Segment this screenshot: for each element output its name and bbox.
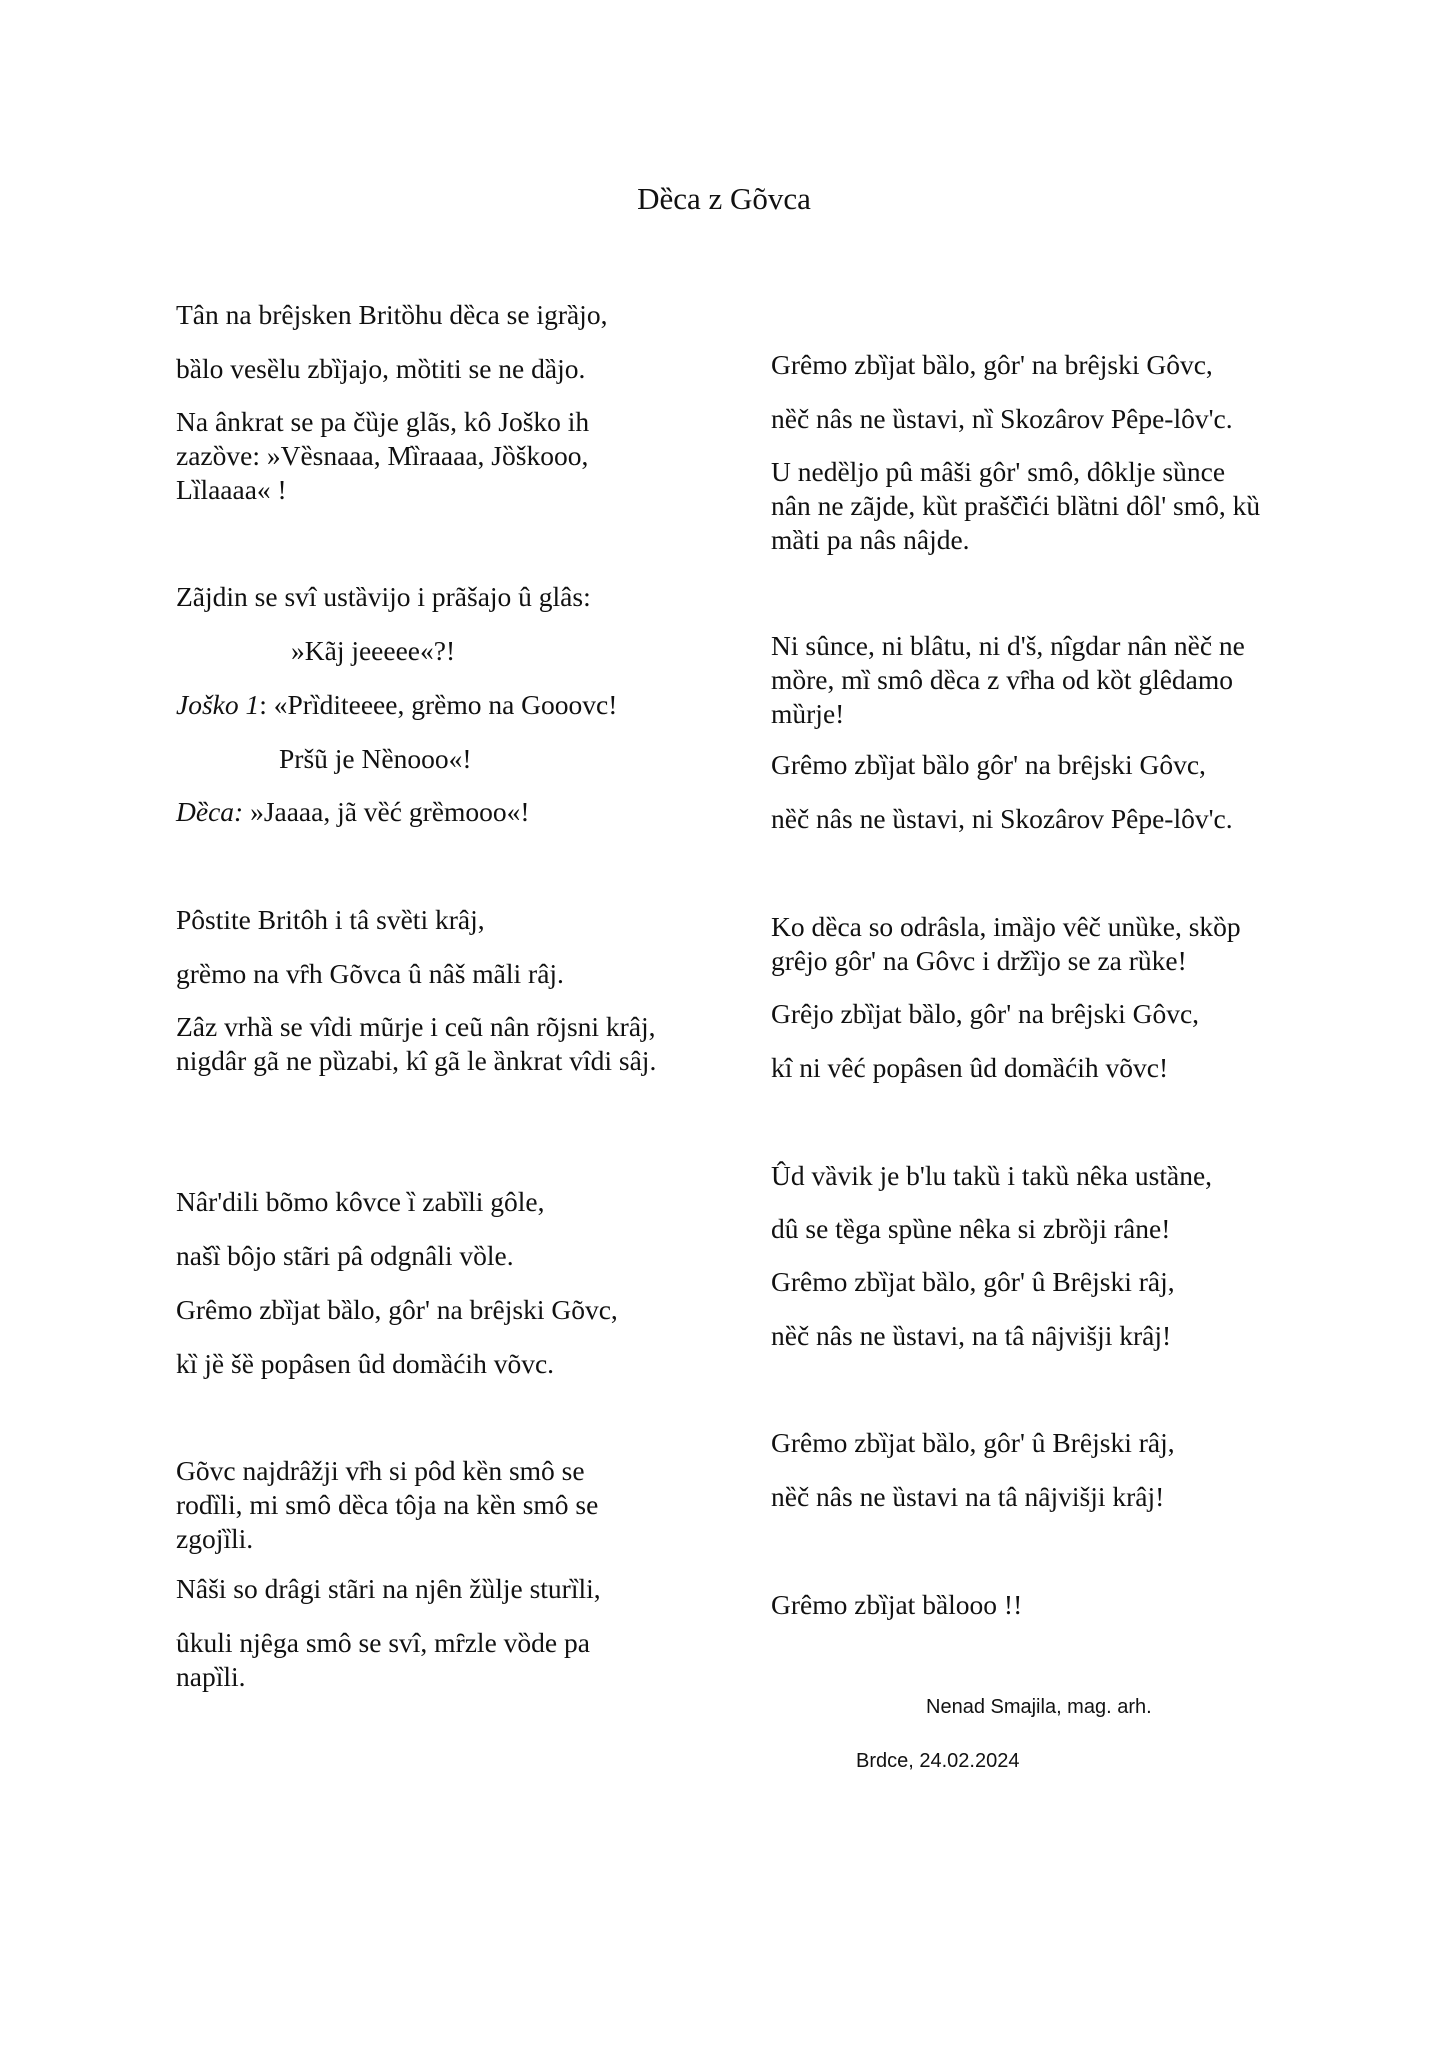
verse-line: Zâz vrhȁ se vîdi mũrje i ceũ nân rõjsni krâj, nigdâr gã ne pȕzabi, kî gã le ȁnkrat vîdi sâj. — [176, 1011, 657, 1076]
verse-line: U nedȅljo pû mâši gôr' smô, dôklje sȕnce nân ne zãjde, kȕt prašč̏ići blȁtni dôl' smô, kȕ mȁti pa nâs nâjde. — [771, 456, 1261, 555]
verse-line: Na ânkrat se pa čȕje glãs, kô Joško ih zazȍve: »Vȅsnaaa, Mȉraaaa, Jȍškooo, Lȉlaaaa« ! — [176, 406, 590, 505]
author-signature: Nenad Smajila, mag. arh. — [926, 1696, 1152, 1718]
dialogue-line — [176, 795, 530, 829]
dialogue-text: : «Prȉditeeee, grȅmo na Gooovc! — [259, 689, 618, 720]
verse-line: Grêmo zbȉjat bȁlo, gôr' na brêjski Gôvc, — [771, 349, 1213, 380]
verse-line: Grêmo zbȉjat bȁlo, gôr' û Brȇjski râj, — [771, 1266, 1175, 1297]
verse-line: Grêjo zbȉjat bȁlo, gôr' na brêjski Gôvc, — [771, 998, 1200, 1029]
verse-line: Pôstite Britôh i tâ svȅti krâj, — [176, 904, 485, 935]
verse-line: Ûd vȁvik je b'lu takȕ i takȕ nêka ustȁne, — [771, 1160, 1213, 1191]
speaker-label: Joško 1 — [176, 689, 260, 720]
dialogue-line — [176, 688, 617, 722]
verse-line: Pršũ je Nȅnooo«! — [279, 743, 472, 774]
verse-line: ûkuli njȇga smô se svî, mȓzle vȍde pa napȉli. — [176, 1627, 590, 1692]
verse-line: Grêmo zbȉjat bȁlo gôr' na brȇjski Gôvc, — [771, 749, 1206, 780]
verse-line: dû se tȅga spȕne nêka si zbrȍji râne! — [771, 1213, 1171, 1244]
verse-line: Tân na brêjsken Britȍhu dȅca se igrȁjo, — [176, 299, 608, 330]
verse-line: Gõvc najdrâžji vȓh si pôd kȅn smô se rodȉli, mi smô dȅca tôja na kȅn smô se zgojȉli. — [176, 1455, 599, 1554]
verse-line: bȁlo vesȅlu zbȉjajo, mȍtiti se ne dȁjo. — [176, 353, 586, 384]
verse-line: Grêmo zbȉjat bȁlooo !! — [771, 1589, 1023, 1620]
verse-line: nȅč nâs ne ȕstavi, na tâ nȃjvišji krâj! — [771, 1320, 1172, 1351]
verse-line: našȉ bôjo stãri pâ odgnâli vȍle. — [176, 1240, 514, 1271]
dialogue-text: »Jaaaa, jã vȅć grȅmooo«! — [243, 796, 530, 827]
verse-line: nȅč nâs ne ȕstavi, nȉ Skozârov Pêpe-lôv'c. — [771, 403, 1233, 434]
speaker-label: Dȅca: — [176, 796, 244, 827]
verse-line: grȅmo na vȓh Gõvca û nâš mãli râj. — [176, 958, 564, 989]
verse-line: »Kãj jeeeee«?! — [291, 635, 456, 666]
verse-line: kî ni vêć popâsen ûd domȁćih võvc! — [771, 1052, 1169, 1083]
verse-line: Nâr'dili bõmo kôvce ȉ zabȉli gôle, — [176, 1186, 545, 1217]
verse-line: Grêmo zbȉjat bȁlo, gôr' û Brȇjski râj, — [771, 1427, 1175, 1458]
verse-line: Zãjdin se svî ustȁvijo i prãšajo û glâs: — [176, 581, 591, 612]
verse-line: kȉ jȅ šȅ popâsen ûd domȁćih võvc. — [176, 1348, 555, 1379]
place-date: Brdce, 24.02.2024 — [856, 1750, 1020, 1772]
verse-line: Ko dȅca so odrâsla, imȁjo vêč unȕke, skȍp grêjo gôr' na Gôvc i držȉjo se za rȕke! — [771, 911, 1241, 976]
verse-line: Nâši so drâgi stãri na njȇn žȕlje sturȉli, — [176, 1573, 601, 1604]
verse-line: nȅč nâs ne ȕstavi, ni Skozârov Pêpe-lôv'c. — [771, 803, 1233, 834]
verse-line: Grêmo zbȉjat bȁlo, gôr' na brȇjski Gõvc, — [176, 1294, 618, 1325]
verse-line: Ni sûnce, ni blâtu, ni d'š, nîgdar nân nȅč ne mȍre, mȉ smô dȅca z vȓha od kȍt glêdamo mȕrje! — [771, 630, 1245, 729]
verse-line: nȅč nâs ne ȕstavi na tâ nȃjvišji krâj! — [771, 1481, 1165, 1512]
poem-title: Dȅca z Gõvca — [637, 181, 811, 216]
